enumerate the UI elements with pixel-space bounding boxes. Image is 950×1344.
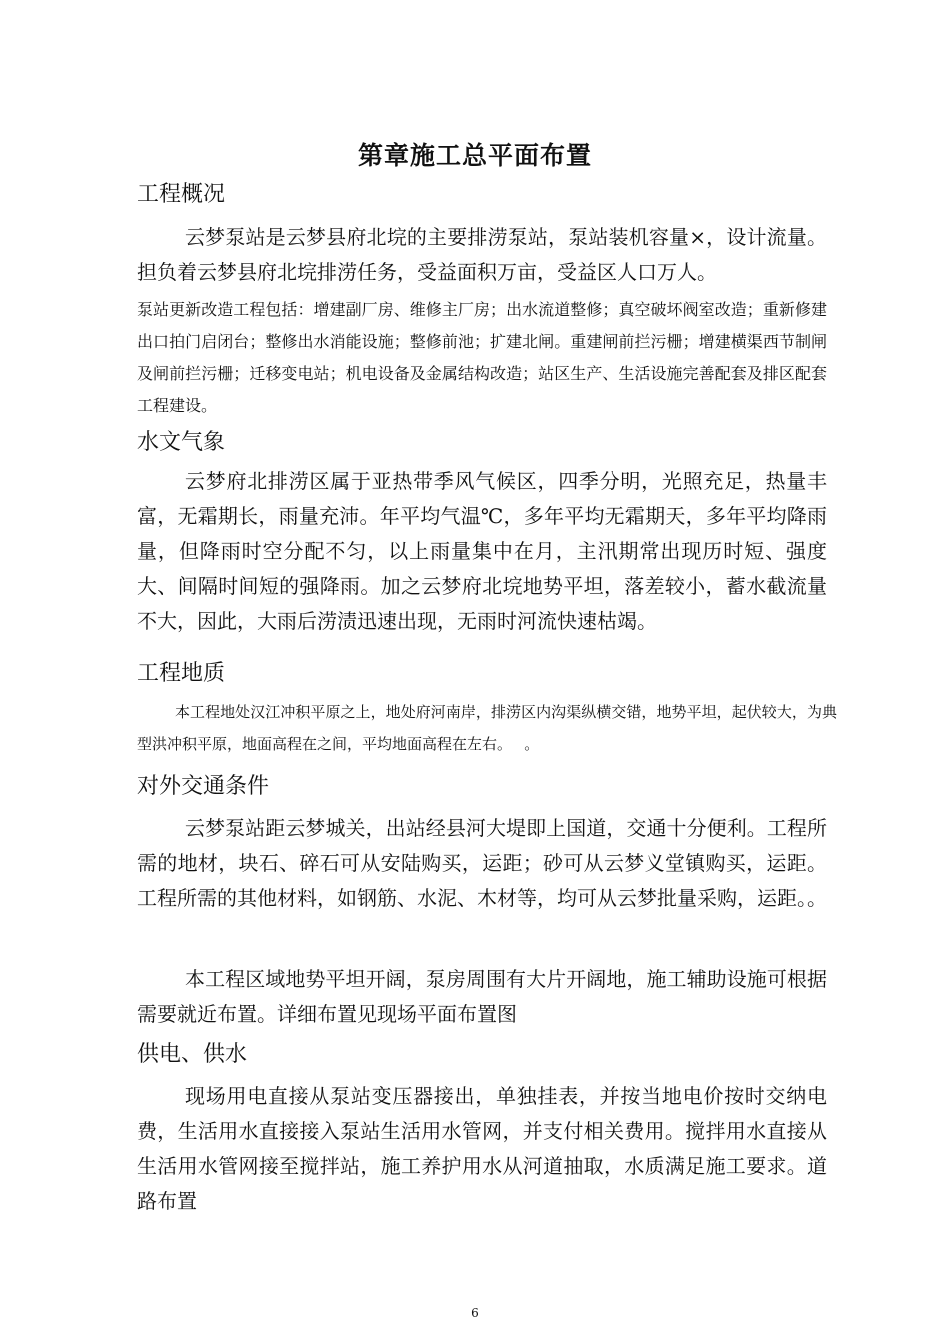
page-number: 6 [471,1306,479,1320]
paragraph-overview-intro: 云梦泵站是云梦县府北垸的主要排涝泵站，泵站装机容量×，设计流量。担负着云梦县府北垸排涝任务，受益面积万亩，受益区人口万人。 [137,225,827,284]
heading-power-water: 供电、供水 [137,1042,248,1067]
heading-geology: 工程地质 [137,661,226,686]
page-title: 第章施工总平面布置 [357,141,592,170]
paragraph-traffic-layout: 本工程区域地势平坦开阔，泵房周围有大片开阔地，施工辅助设施可根据需要就近布置。详细布置见现场平面布置图 [137,967,827,1026]
paragraph-traffic-materials: 云梦泵站距云梦城关，出站经县河大堤即上国道，交通十分便利。工程所需的地材，块石、碎石可从安陆购买，运距；砂可从云梦义堂镇购买，运距。工程所需的其他材料，如钢筋、水泥、木材等，均可从云梦批量采购，运距。。 [137,816,827,910]
paragraph-geology: 本工程地处汉江冲积平原之上，地处府河南岸，排涝区内沟渠纵横交错，地势平坦，起伏较大，为典型洪冲积平原，地面高程在之间，平均地面高程在左右。 。 [137,703,837,753]
heading-traffic: 对外交通条件 [137,774,270,799]
heading-overview: 工程概况 [137,182,226,207]
heading-hydrology: 水文气象 [137,430,226,455]
paragraph-overview-scope: 泵站更新改造工程包括：增建副厂房、维修主厂房；出水流道整修；真空破坏阀室改造；重新修建出口拍门启闭台；整修出水消能设施；整修前池；扩建北闸。重建闸前拦污栅；增建横渠西节制闸及闸前拦污栅；迁移变电站；机电设备及金属结构改造；站区生产、生活设施完善配套及排区配套工程建设。 [137,300,827,415]
paragraph-power-water: 现场用电直接从泵站变压器接出，单独挂表，并按当地电价按时交纳电费，生活用水直接接入泵站生活用水管网，并支付相关费用。搅拌用水直接从生活用水管网接至搅拌站，施工养护用水从河道抽取，水质满足施工要求。道路布置 [137,1084,827,1213]
paragraph-hydrology: 云梦府北排涝区属于亚热带季风气候区，四季分明，光照充足，热量丰富，无霜期长，雨量充沛。年平均气温℃，多年平均无霜期天，多年平均降雨量，但降雨时空分配不匀，以上雨量集中在月，主汛期常出现历时短、强度大、间隔时间短的强降雨。加之云梦府北垸地势平坦，落差较小，蓄水截流量不大，因此，大雨后涝渍迅速出现，无雨时河流快速枯竭。 [137,469,827,633]
